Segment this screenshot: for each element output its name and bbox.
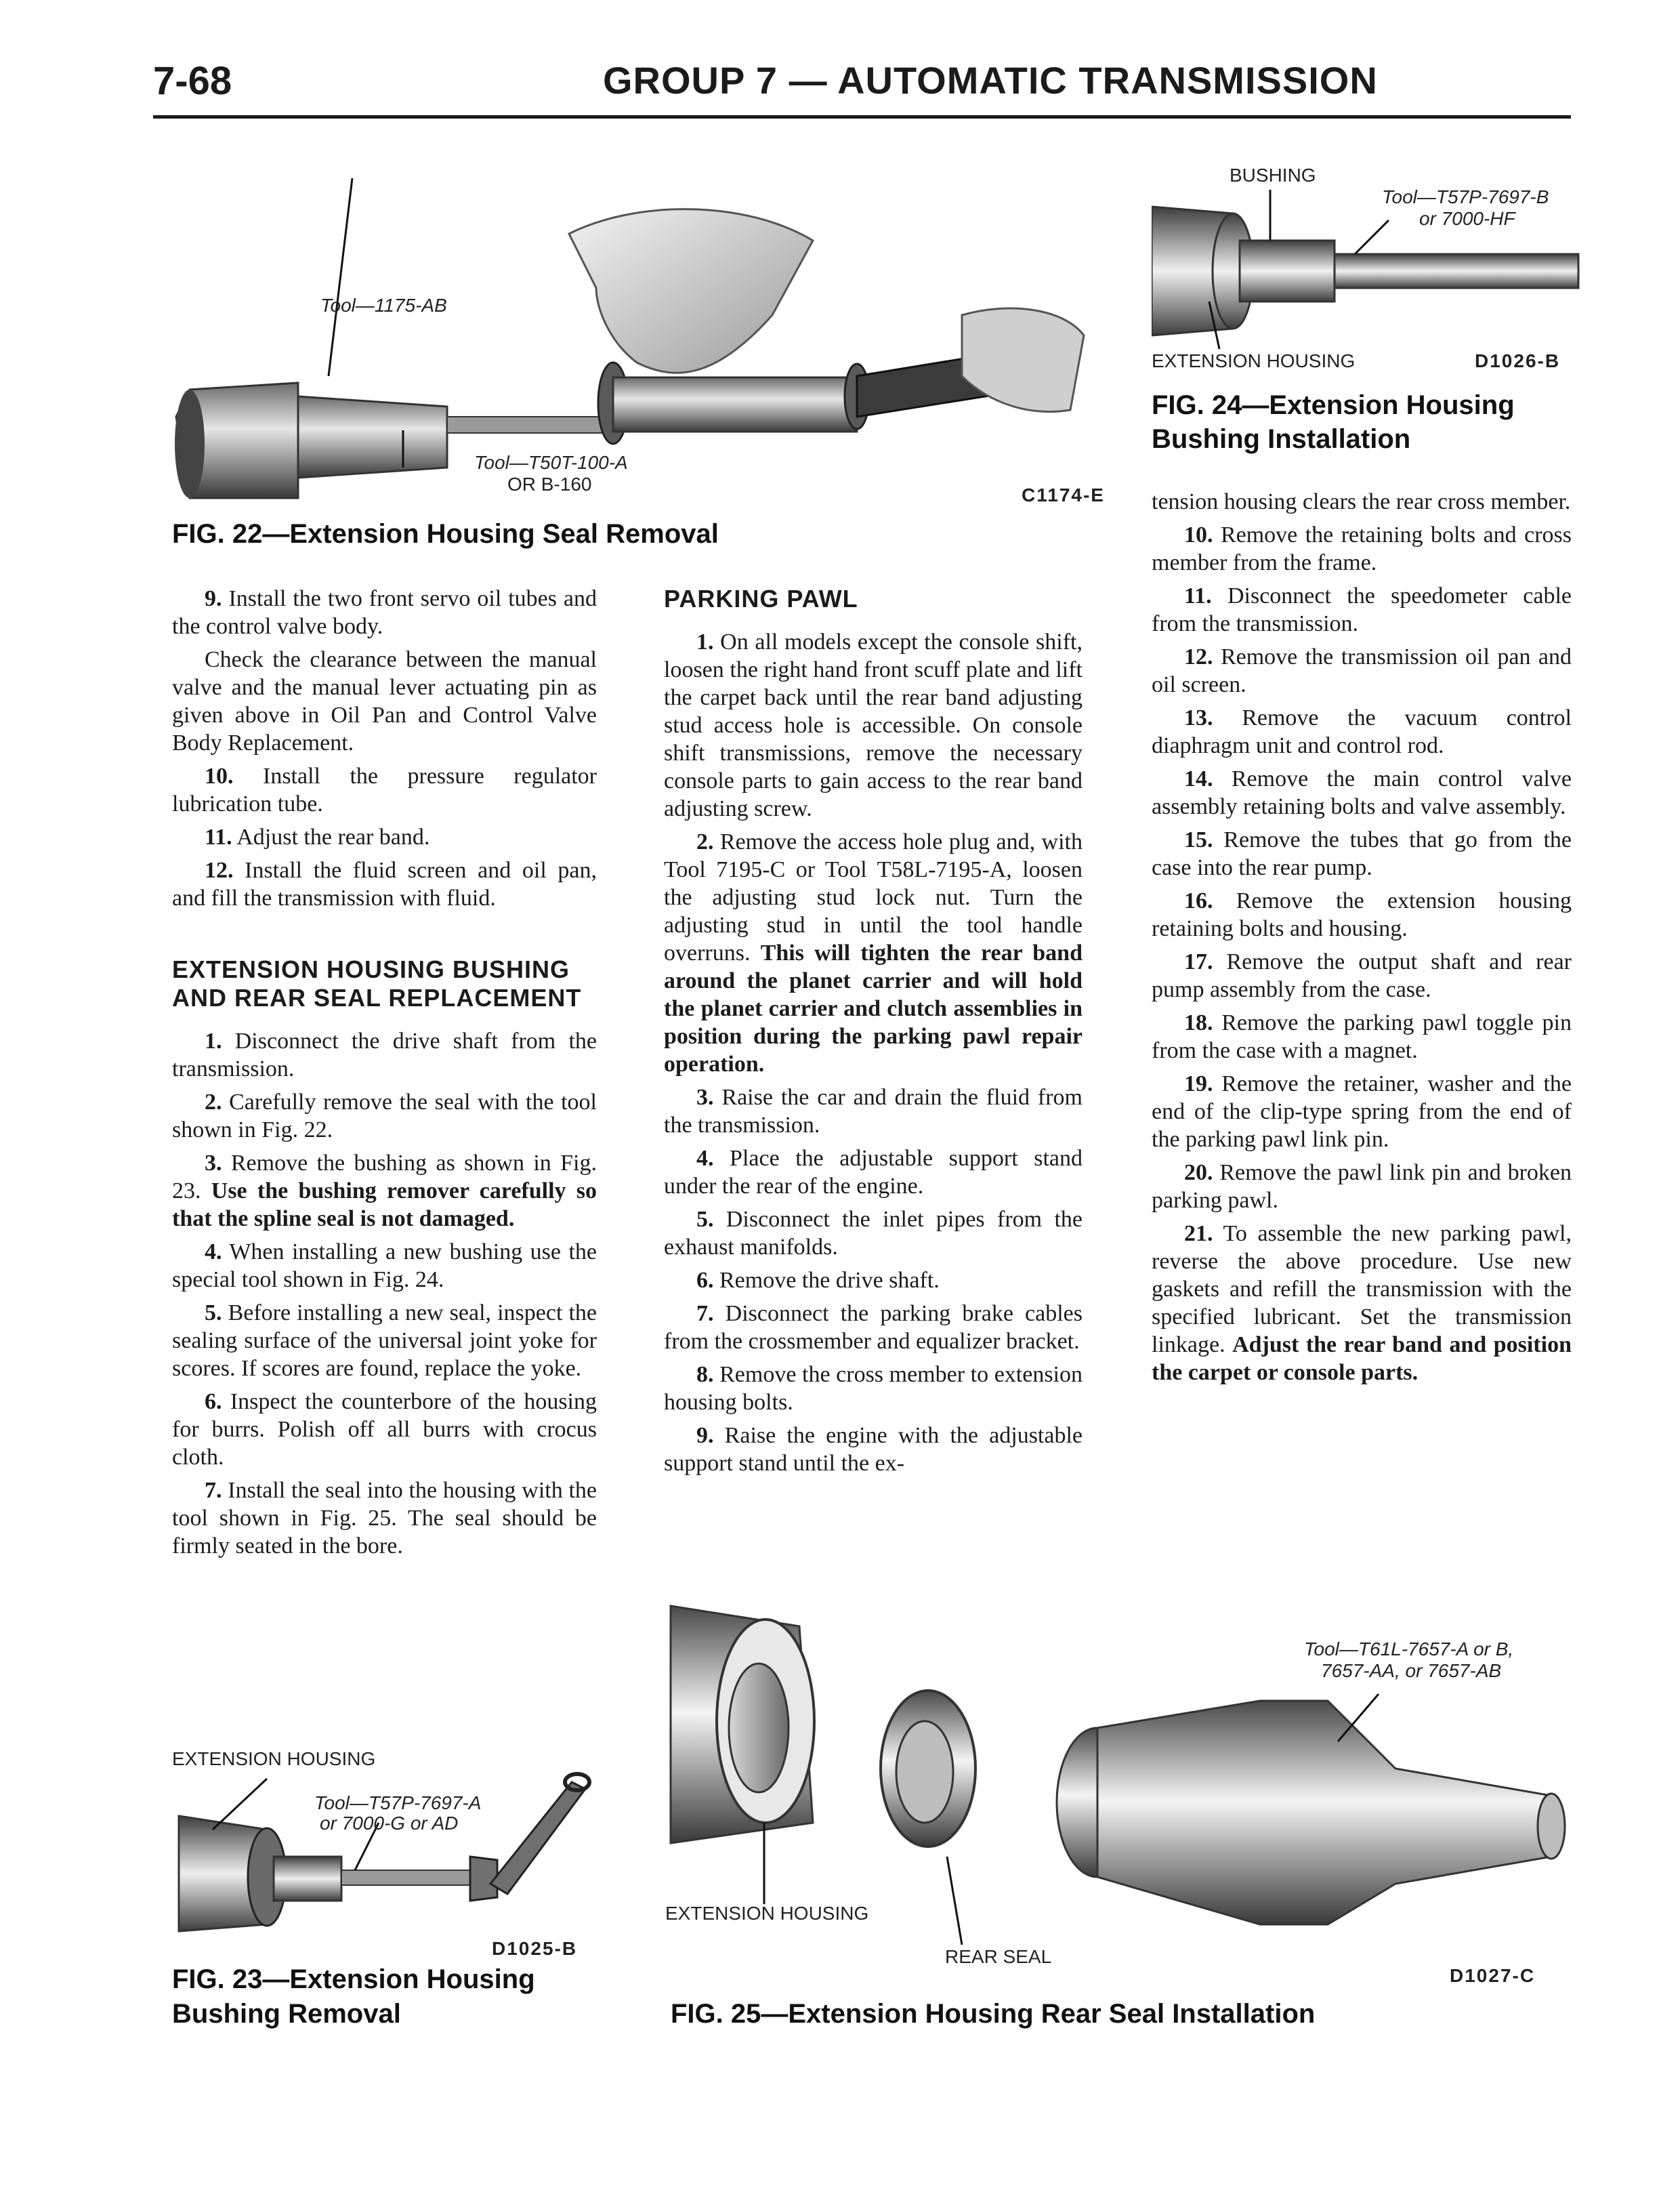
ext-step-4-text: When installing a new bushing use the special tool shown in Fig. 24. [172, 1239, 597, 1292]
figure-23-housing-label: EXTENSION HOUSING [172, 1748, 376, 1769]
pawl-step-8 [664, 1361, 1083, 1416]
step-10 [172, 762, 597, 818]
ext-step-2 [172, 1088, 597, 1144]
pawl-step-1-text: On all models except the console shift, loosen the right hand front scuff plate and lift the carpet back until the rear band adjusting stud access hole is accessible. On console shift transmissions, remove the necessary console parts to gain access to the rear band adjusting screw. [664, 629, 1083, 821]
ext-step-7-number: 7. [205, 1478, 222, 1503]
pawl-step-2 [664, 828, 1083, 1078]
step-11 [172, 823, 597, 851]
pawl-step-6 [664, 1266, 1083, 1294]
pawl-step-7-text: Disconnect the parking brake cables from the crossmember and equalizer bracket. [664, 1301, 1083, 1354]
c3-step-11 [1152, 582, 1572, 638]
pawl-step-3 [664, 1083, 1083, 1139]
step-10-text: Install the pressure regulator lubrication tube. [172, 764, 597, 817]
figure-25-caption: FIG. 25—Extension Housing Rear Seal Installation [671, 1999, 1316, 2029]
figure-23 [172, 1741, 592, 1965]
c3-step-16 [1152, 887, 1572, 943]
c3-step-11-number: 11. [1184, 583, 1212, 608]
figure-22 [163, 159, 1111, 512]
c3-step-17-text: Remove the output shaft and rear pump assembly from the case. [1152, 949, 1572, 1002]
step-9-number: 9. [205, 586, 222, 611]
c3-step-13-text: Remove the vacuum control diaphragm unit and control rod. [1152, 705, 1572, 758]
section-heading-parking-pawl: PARKING PAWL [664, 585, 858, 613]
pawl-step-2-number: 2. [696, 829, 714, 854]
check-paragraph: Check the clearance between the manual valve and the manual lever actuating pin as given above in Oil Pan and Control Valve Body Replacement. [172, 647, 597, 756]
figure-25-seal-label: REAR SEAL [945, 1946, 1052, 1967]
pawl-step-5 [664, 1205, 1083, 1261]
c3-step-19 [1152, 1070, 1572, 1153]
step-12-text: Install the fluid screen and oil pan, and fill the transmission with fluid. [172, 858, 597, 911]
c3-step-15-number: 15. [1184, 827, 1213, 852]
text-column-3 [1152, 488, 1572, 1392]
pawl-step-5-number: 5. [696, 1207, 714, 1232]
pawl-step-4-text: Place the adjustable support stand under the rear of the engine. [664, 1146, 1083, 1199]
c3-step-21-note: Adjust the rear band and position the carpet or console parts. [1152, 1332, 1572, 1385]
figure-25-tool-label-1: Tool—T61L-7657-A or B, [1304, 1638, 1514, 1659]
c3-step-18-number: 18. [1184, 1010, 1213, 1035]
pawl-step-9-text: Raise the engine with the adjustable support stand until the ex- [664, 1423, 1083, 1476]
ext-step-1 [172, 1027, 597, 1083]
figure-22-caption: FIG. 22—Extension Housing Seal Removal [172, 519, 719, 549]
c3-step-19-number: 19. [1184, 1071, 1213, 1096]
c3-step-20-number: 20. [1184, 1160, 1213, 1185]
figure-22-code: C1174-E [1022, 484, 1105, 505]
c3-step-18 [1152, 1009, 1572, 1065]
ext-step-7 [172, 1477, 597, 1560]
c3-step-10 [1152, 521, 1572, 577]
pawl-step-3-text: Raise the car and drain the fluid from the transmission. [664, 1085, 1083, 1138]
continued-text: tension housing clears the rear cross member. [1152, 489, 1571, 514]
text-column-2 [664, 585, 1083, 1483]
c3-step-14-text: Remove the main control valve assembly retaining bolts and valve assembly. [1152, 766, 1572, 819]
figure-24-code: D1026-B [1475, 350, 1561, 371]
ext-step-2-number: 2. [205, 1090, 222, 1115]
figure-24-tool-label-2: or 7000-HF [1419, 208, 1515, 229]
c3-step-14 [1152, 765, 1572, 821]
c3-step-17-number: 17. [1184, 949, 1213, 974]
c3-step-21-text: To assemble the new parking pawl, reverse the above procedure. Use new gaskets and refill the transmission with the specified lubricant. Set the transmission linkage. [1152, 1221, 1572, 1357]
c3-step-13-number: 13. [1184, 705, 1213, 730]
pawl-step-7-number: 7. [696, 1301, 714, 1326]
pawl-step-9-number: 9. [696, 1423, 714, 1448]
c3-step-11-text: Disconnect the speedometer cable from the transmission. [1152, 583, 1572, 636]
pawl-step-9 [664, 1422, 1083, 1477]
c3-step-18-text: Remove the parking pawl toggle pin from the case with a magnet. [1152, 1010, 1572, 1063]
figure-25-code: D1027-C [1450, 1965, 1536, 1986]
c3-step-13 [1152, 704, 1572, 760]
figure-22-tool-label-b1: Tool—T50T-100-A [474, 452, 628, 473]
figure-24-caption-line2: Bushing Installation [1152, 424, 1411, 454]
ext-step-7-text: Install the seal into the housing with the tool shown in Fig. 25. The seal should be firmly seated in the bore. [172, 1478, 597, 1559]
page-header-title: GROUP 7 — AUTOMATIC TRANSMISSION [603, 59, 1378, 102]
pawl-step-8-text: Remove the cross member to extension housing bolts. [664, 1362, 1083, 1415]
figure-23-caption-line2: Bushing Removal [172, 1999, 401, 2029]
figure-24-housing-label: EXTENSION HOUSING [1152, 350, 1356, 371]
ext-step-4-number: 4. [205, 1239, 222, 1264]
pawl-step-4 [664, 1144, 1083, 1200]
pawl-step-6-number: 6. [696, 1268, 714, 1293]
figure-23-illustration [172, 1741, 592, 1965]
page-number: 7-68 [153, 59, 232, 103]
c3-step-14-number: 14. [1184, 766, 1213, 791]
pawl-step-7 [664, 1300, 1083, 1355]
figure-23-tool-label-2: or 7000-G or AD [320, 1813, 459, 1834]
pawl-step-1 [664, 628, 1083, 823]
step-12 [172, 856, 597, 912]
ext-step-1-number: 1. [205, 1029, 222, 1054]
figure-23-tool-label-1: Tool—T57P-7697-A [314, 1792, 482, 1813]
figure-22-tool-label-b2: OR B-160 [507, 474, 592, 495]
c3-step-15 [1152, 826, 1572, 882]
step-9-text: Install the two front servo oil tubes and the control valve body. [172, 586, 597, 639]
pawl-step-6-text: Remove the drive shaft. [719, 1268, 940, 1293]
section-heading-extension-housing: EXTENSION HOUSING BUSHING AND REAR SEAL REPLACEMENT [172, 955, 582, 1012]
c3-step-16-number: 16. [1184, 888, 1213, 913]
c3-step-12-text: Remove the transmission oil pan and oil screen. [1152, 644, 1572, 697]
c3-step-17 [1152, 948, 1572, 1004]
step-10-number: 10. [205, 764, 234, 789]
c3-step-21-number: 21. [1184, 1221, 1213, 1246]
ext-step-2-text: Carefully remove the seal with the tool shown in Fig. 22. [172, 1090, 597, 1142]
ext-step-6-text: Inspect the counterbore of the housing for burrs. Polish off all burrs with crocus cloth. [172, 1389, 597, 1470]
c3-step-10-number: 10. [1184, 522, 1213, 548]
ext-step-3-text: Remove the bushing as shown in Fig. 23. [172, 1151, 597, 1203]
ext-step-6-number: 6. [205, 1389, 222, 1414]
ext-step-5 [172, 1299, 597, 1382]
c3-step-12 [1152, 643, 1572, 699]
step-11-text: Adjust the rear band. [236, 825, 430, 850]
c3-step-20-text: Remove the pawl link pin and broken parking pawl. [1152, 1160, 1572, 1213]
ext-step-4 [172, 1238, 597, 1294]
figure-25 [664, 1599, 1582, 1986]
ext-step-1-text: Disconnect the drive shaft from the transmission. [172, 1029, 597, 1081]
figure-24-caption-line1: FIG. 24—Extension Housing [1152, 390, 1515, 420]
ext-step-5-text: Before installing a new seal, inspect the sealing surface of the universal joint yoke for scores. If scores are found, replace the yoke. [172, 1300, 597, 1381]
header-rule [153, 115, 1571, 119]
pawl-step-8-number: 8. [696, 1362, 714, 1387]
figure-24-tool-label-1: Tool—T57P-7697-B [1382, 186, 1549, 207]
ext-step-3 [172, 1149, 597, 1233]
c3-step-10-text: Remove the retaining bolts and cross member from the frame. [1152, 522, 1572, 575]
step-11-number: 11. [205, 825, 232, 850]
pawl-step-2-note: This will tighten the rear band around the planet carrier and will hold the planet carrier and clutch assemblies in position during the parking pawl repair operation. [664, 941, 1083, 1077]
c3-step-15-text: Remove the tubes that go from the case into the rear pump. [1152, 827, 1572, 880]
step-9 [172, 585, 597, 640]
figure-23-code: D1025-B [492, 1938, 578, 1959]
text-column-1 [172, 585, 597, 1565]
step-12-number: 12. [205, 858, 234, 883]
c3-step-16-text: Remove the extension housing retaining bolts and housing. [1152, 888, 1572, 941]
figure-25-housing-label: EXTENSION HOUSING [665, 1903, 869, 1924]
pawl-step-4-number: 4. [696, 1146, 714, 1171]
ext-step-3-warning: Use the bushing remover carefully so that the spline seal is not damaged. [172, 1178, 597, 1231]
pawl-step-5-text: Disconnect the inlet pipes from the exhaust manifolds. [664, 1207, 1083, 1260]
figure-22-illustration [163, 159, 1111, 512]
c3-step-20 [1152, 1159, 1572, 1214]
pawl-step-2-text: Remove the access hole plug and, with Tool 7195-C or Tool T58L-7195-A, loosen the adjusting stud lock nut. Turn the adjusting stud in until the tool handle overruns. [664, 829, 1083, 966]
c3-step-21 [1152, 1220, 1572, 1386]
figure-24 [1152, 159, 1585, 376]
pawl-step-1-number: 1. [696, 629, 714, 655]
figure-23-caption-line1: FIG. 23—Extension Housing [172, 1964, 535, 1994]
pawl-step-3-number: 3. [696, 1085, 714, 1110]
figure-22-tool-label: Tool—1175-AB [320, 295, 447, 316]
figure-24-bushing-label: BUSHING [1230, 165, 1316, 186]
ext-step-6 [172, 1388, 597, 1471]
c3-step-19-text: Remove the retainer, washer and the end of the clip-type spring from the end of the parking pawl link pin. [1152, 1071, 1572, 1152]
figure-25-tool-label-2: 7657-AA, or 7657-AB [1321, 1660, 1502, 1681]
ext-step-5-number: 5. [205, 1300, 222, 1325]
c3-step-12-number: 12. [1184, 644, 1213, 669]
ext-step-3-number: 3. [205, 1151, 222, 1176]
